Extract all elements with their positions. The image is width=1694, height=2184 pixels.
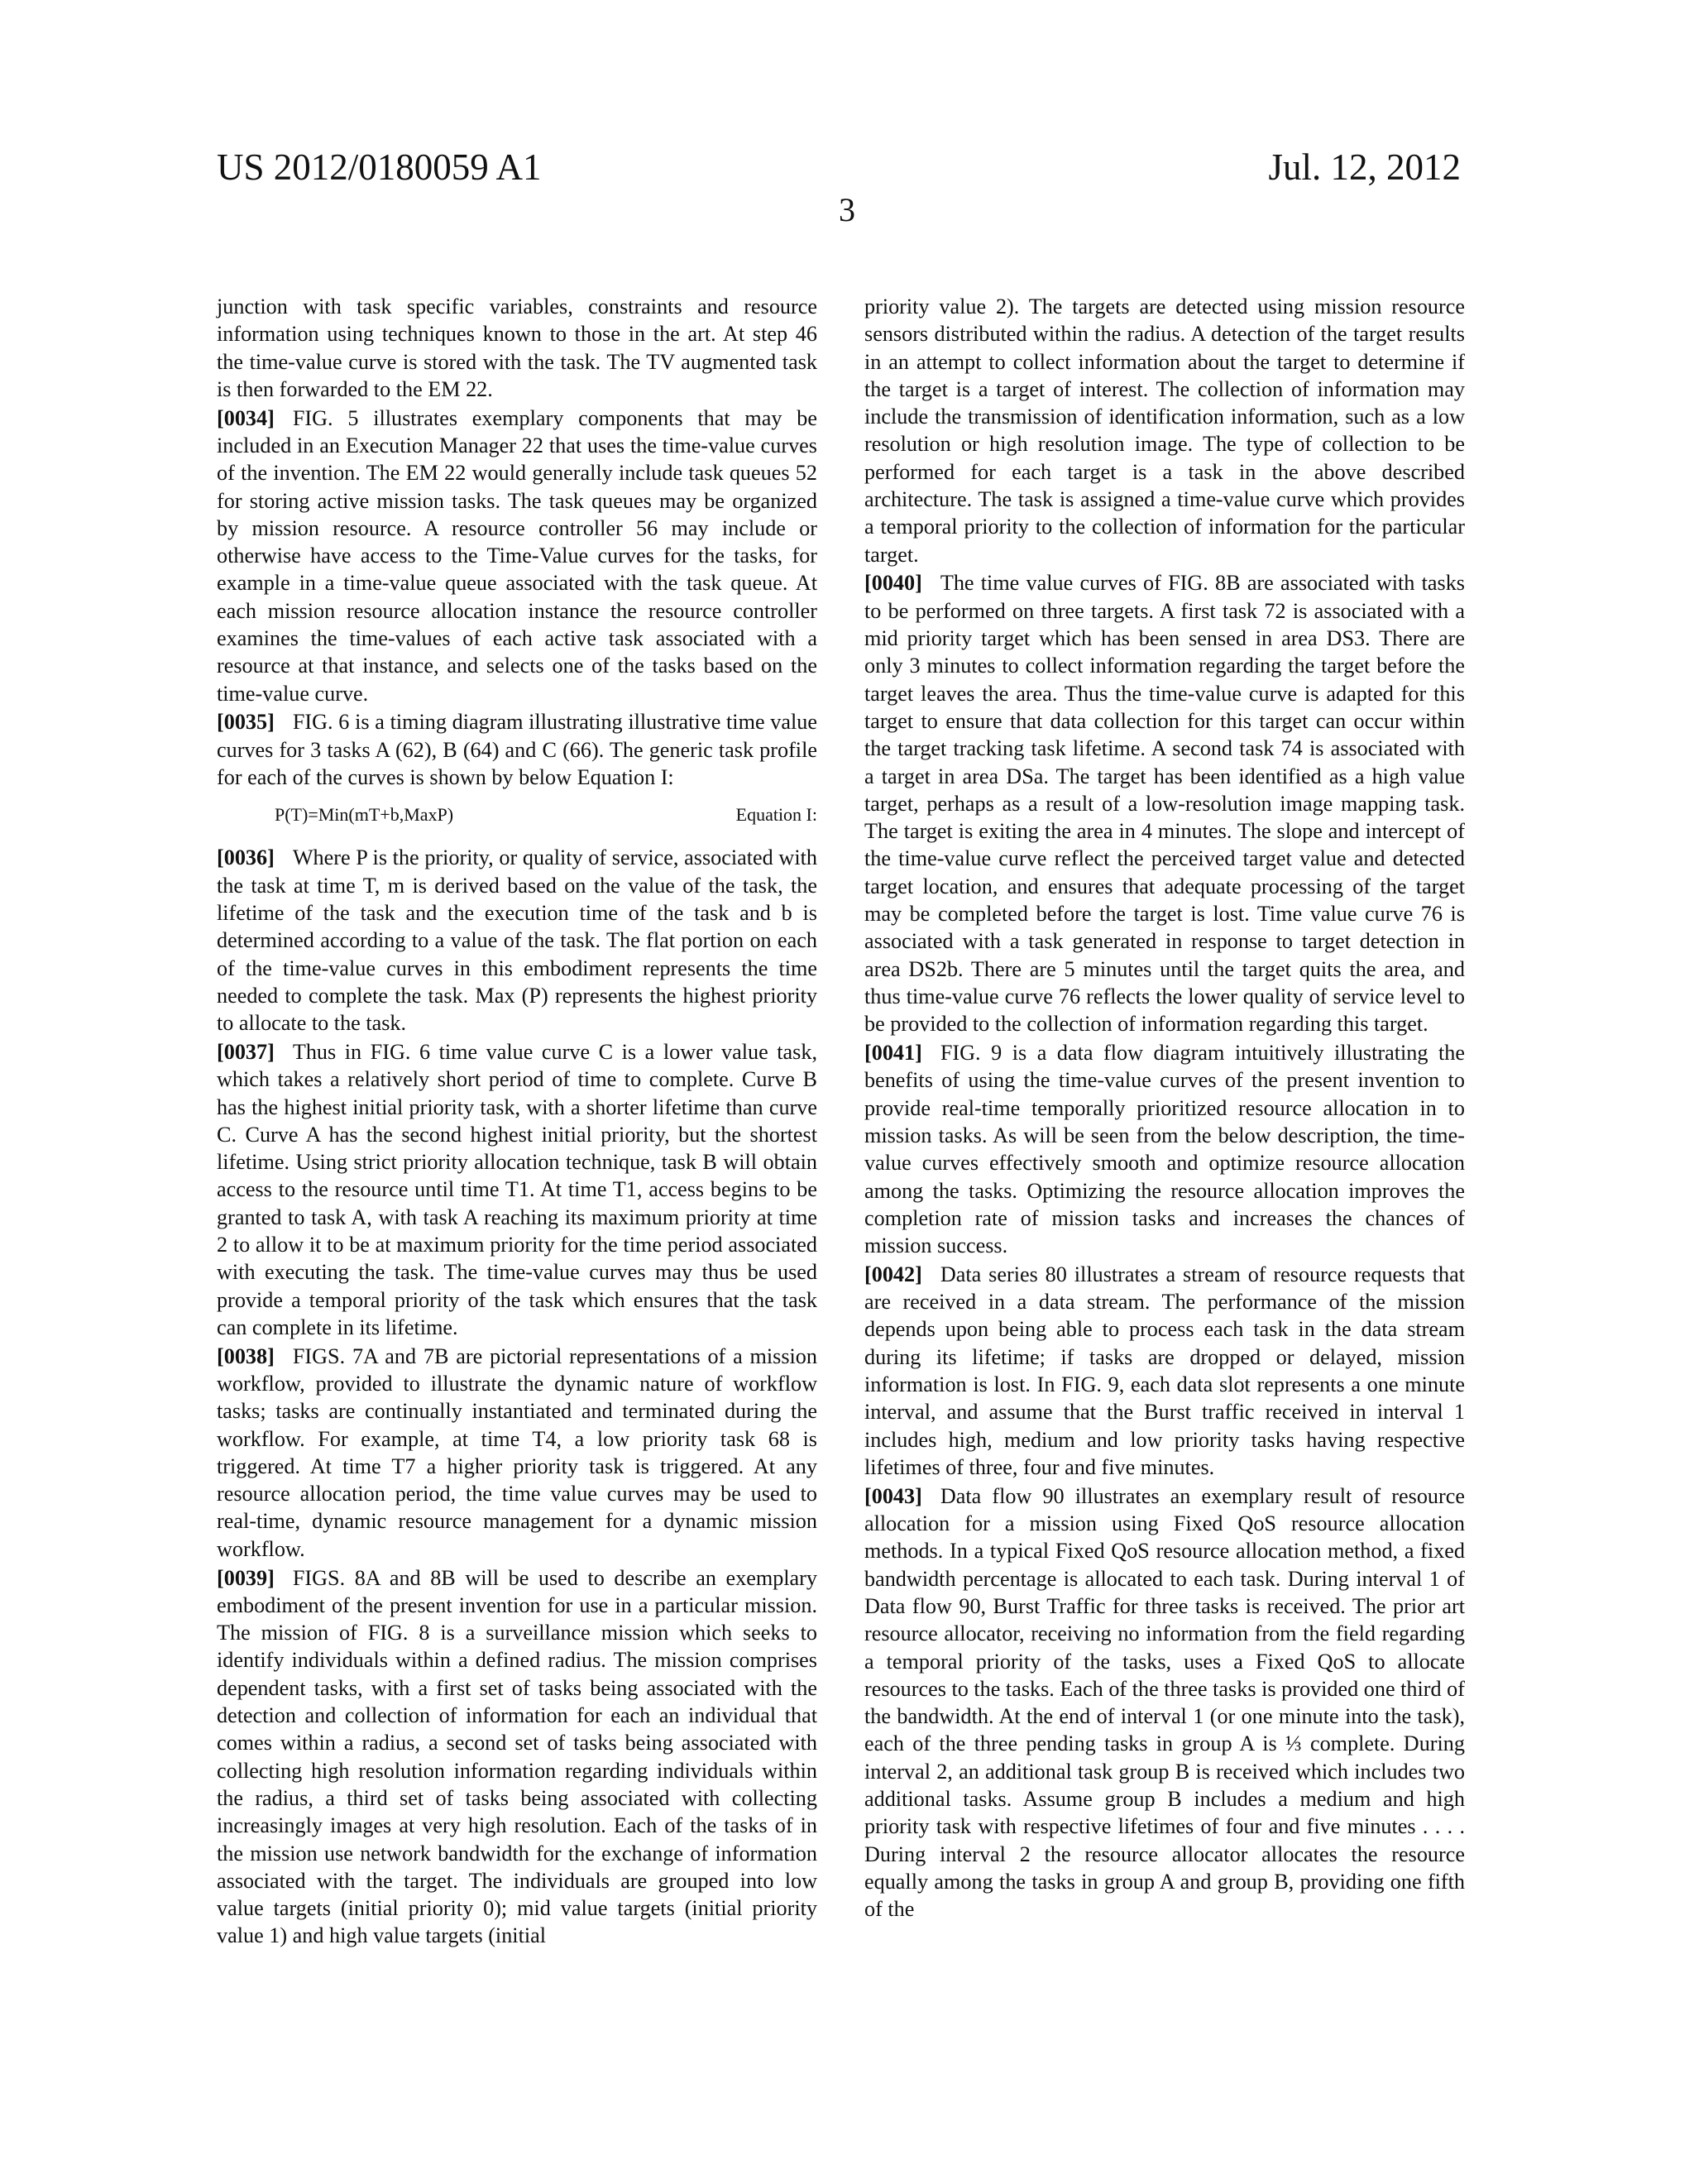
paragraph-text: FIGS. 8A and 8B will be used to describe an exemplary embodiment of the present invention for use in a particular mission. The mission of FIG. 8 is a surveillance mission which seeks to identify individuals within a defined radius. The mission comprises dependent tasks, with a first set of tasks being associated with the detection and collection of information for each an individual that comes within a radius, a second set of tasks being associated with collecting high resolution information regarding individuals within the radius, a third set of tasks being associated with collecting increasingly images at very high resolution. Each of the tasks of in the mission use network bandwidth for the exchange of information associated with the target. The individuals are grouped into low value targets (initial priority 0); mid value targets (initial priority value 1) and high value targets (initial <box>217 1565 817 1948</box>
paragraph-text: The time value curves of FIG. 8B are associated with tasks to be performed on three targets. A first task 72 is associated with a mid priority target which has been sensed in area DS3. There are only 3 minutes to collect information regarding the target before the target leaves the area. Thus the time-value curve is adapted for this target to ensure that data collection for this target can occur within the target tracking task lifetime. A second task 74 is associated with a target in area DSa. The target has been identified as a high value target, perhaps as a result of a low-resolution image mapping task. The target is exiting the area in 4 minutes. The slope and intercept of the time-value curve reflect the perceived target value and detected target location, and ensures that adequate processing of the target may be completed before the target is lost. Time value curve 76 is associated with a task generated in response to target detection in area DS2b. There are 5 minutes until the target quits the area, and thus time-value curve 76 reflects the lower quality of service level to be provided to the collection of information regarding this target. <box>864 571 1465 1037</box>
equation <box>217 802 817 827</box>
paragraph-number: [0042] <box>864 1262 922 1286</box>
equation-label: Equation I: <box>735 804 817 826</box>
paragraph-0036 <box>217 844 817 1037</box>
paragraph-text: FIG. 9 is a data flow diagram intuitively illustrating the benefits of using the time-value curves of the present invention to provide real-time temporally prioritized resource allocation in to mission tasks. As will be seen from the below description, the time-value curves effectively smooth and optimize resource allocation among the tasks. Optimizing the resource allocation improves the completion rate of mission tasks and increases the chances of mission success. <box>864 1041 1465 1258</box>
left-column <box>217 293 817 1951</box>
paragraph-text: Data series 80 illustrates a stream of resource requests that are received in a data stream. The performance of the mission depends upon being able to process each task in the data stream during its lifetime; if tasks are dropped or delayed, mission information is lost. In FIG. 9, each data slot represents a one minute interval, and assume that the Burst traffic received in interval 1 includes high, medium and low priority tasks having respective lifetimes of three, four and five minutes. <box>864 1262 1465 1479</box>
paragraph-number: [0043] <box>864 1483 922 1508</box>
right-column <box>864 293 1465 1924</box>
paragraph-number: [0041] <box>864 1041 922 1066</box>
paragraph-number: [0039] <box>217 1565 275 1590</box>
paragraph-text: FIG. 6 is a timing diagram illustrating illustrative time value curves for 3 tasks A (62), B (64) and C (66). The generic task profile for each of the curves is shown by below Equation I: <box>217 710 817 790</box>
paragraph-0037 <box>217 1038 817 1341</box>
paragraph-text: FIG. 5 illustrates exemplary components that may be included in an Execution Manager 22 that uses the time-value curves of the invention. The EM 22 would generally include task queues 52 for storing active mission tasks. The task queues may be organized by mission resource. A resource controller 56 may include or otherwise have access to the Time-Value curves for the tasks, for example in a time-value queue associated with the task queue. At each mission resource allocation instance the resource controller examines the time-values of each active task associated with a resource at that instance, and selects one of the tasks based on the time-value curve. <box>217 405 817 706</box>
paragraph-number: [0038] <box>217 1343 275 1368</box>
paragraph-text: FIGS. 7A and 7B are pictorial representations of a mission workflow, provided to illustrate the dynamic nature of workflow tasks; tasks are continually instantiated and terminated during the workflow. For example, at time T4, a low priority task 68 is triggered. At time T7 a higher priority task is triggered. At any resource allocation period, the time value curves may be used to real-time, dynamic resource management for a dynamic mission workflow. <box>217 1343 817 1561</box>
paragraph-number: [0037] <box>217 1039 275 1064</box>
paragraph-0042 <box>864 1261 1465 1481</box>
paragraph-number: [0040] <box>864 571 922 596</box>
paragraph-0040 <box>864 569 1465 1037</box>
paragraph-text: Where P is the priority, or quality of service, associated with the task at time T, m is derived based on the value of the task, the lifetime of the task and the execution time of the task and b is determined according to a value of the task. The flat portion on each of the time-value curves in this embodiment represents the time needed to complete the task. Max (P) represents the highest priority to allocate to the task. <box>217 845 817 1036</box>
paragraph-number: [0035] <box>217 710 275 735</box>
patent-number: US 2012/0180059 A1 <box>217 146 542 188</box>
paragraph-0034 <box>217 405 817 707</box>
paragraph-0043 <box>864 1482 1465 1923</box>
publication-date: Jul. 12, 2012 <box>1268 146 1461 188</box>
equation-expression: P(T)=Min(mT+b,MaxP) <box>275 804 454 826</box>
paragraph-continuation: junction with task specific variables, constraints and resource information using techniques known to those in the art. At step 46 the time-value curve is stored with the task. The TV augmented task is then forwarded to the EM 22. <box>217 295 817 401</box>
paragraph-text: Data flow 90 illustrates an exemplary result of resource allocation for a mission using Fixed QoS resource allocation methods. In a typical Fixed QoS resource allocation method, a fixed bandwidth percentage is allocated to each task. During interval 1 of Data flow 90, Burst Traffic for three tasks is received. The prior art resource allocator, receiving no information from the field regarding a temporal priority of the tasks, uses a Fixed QoS to allocate resources to the tasks. Each of the three tasks is provided one third of the bandwidth. At the end of interval 1 (or one minute into the task), each of the three pending tasks in group A is ⅓ complete. During interval 2, an additional task group B is received which includes two additional tasks. Assume group B includes a medium and high priority task with respective lifetimes of four and five minutes . . . . During interval 2 the resource allocator allocates the resource equally among the tasks in group A and group B, providing one fifth of the <box>864 1483 1465 1922</box>
page-number: 3 <box>839 191 855 228</box>
paragraph-text: Thus in FIG. 6 time value curve C is a lower value task, which takes a relatively short period of time to complete. Curve B has the highest initial priority task, with a shorter lifetime than curve C. Curve A has the second highest initial priority, but the shortest lifetime. Using strict priority allocation technique, task B will obtain access to the resource until time T1. At time T1, access begins to be granted to task A, with task A reaching its maximum priority at time 2 to allow it to be at maximum priority for the time period associated with executing the task. The time-value curves may thus be used provide a temporal priority of the task which ensures that the task can complete in its lifetime. <box>217 1039 817 1339</box>
paragraph-number: [0036] <box>217 845 275 870</box>
paragraph-number: [0034] <box>217 405 275 430</box>
paragraph-0038 <box>217 1343 817 1563</box>
paragraph-0041 <box>864 1039 1465 1259</box>
paragraph-continuation: priority value 2). The targets are detected using mission resource sensors distributed within the radius. A detection of the target results in an attempt to collect information about the target to determine if the target is a target of interest. The collection of information may include the transmission of identification information, such as a low resolution or high resolution image. The type of collection to be performed for each target is a task in the above described architecture. The task is assigned a time-value curve which provides a temporal priority to the collection of information for the particular target. <box>864 295 1465 567</box>
paragraph-0039 <box>217 1564 817 1950</box>
paragraph-0035 <box>217 708 817 791</box>
